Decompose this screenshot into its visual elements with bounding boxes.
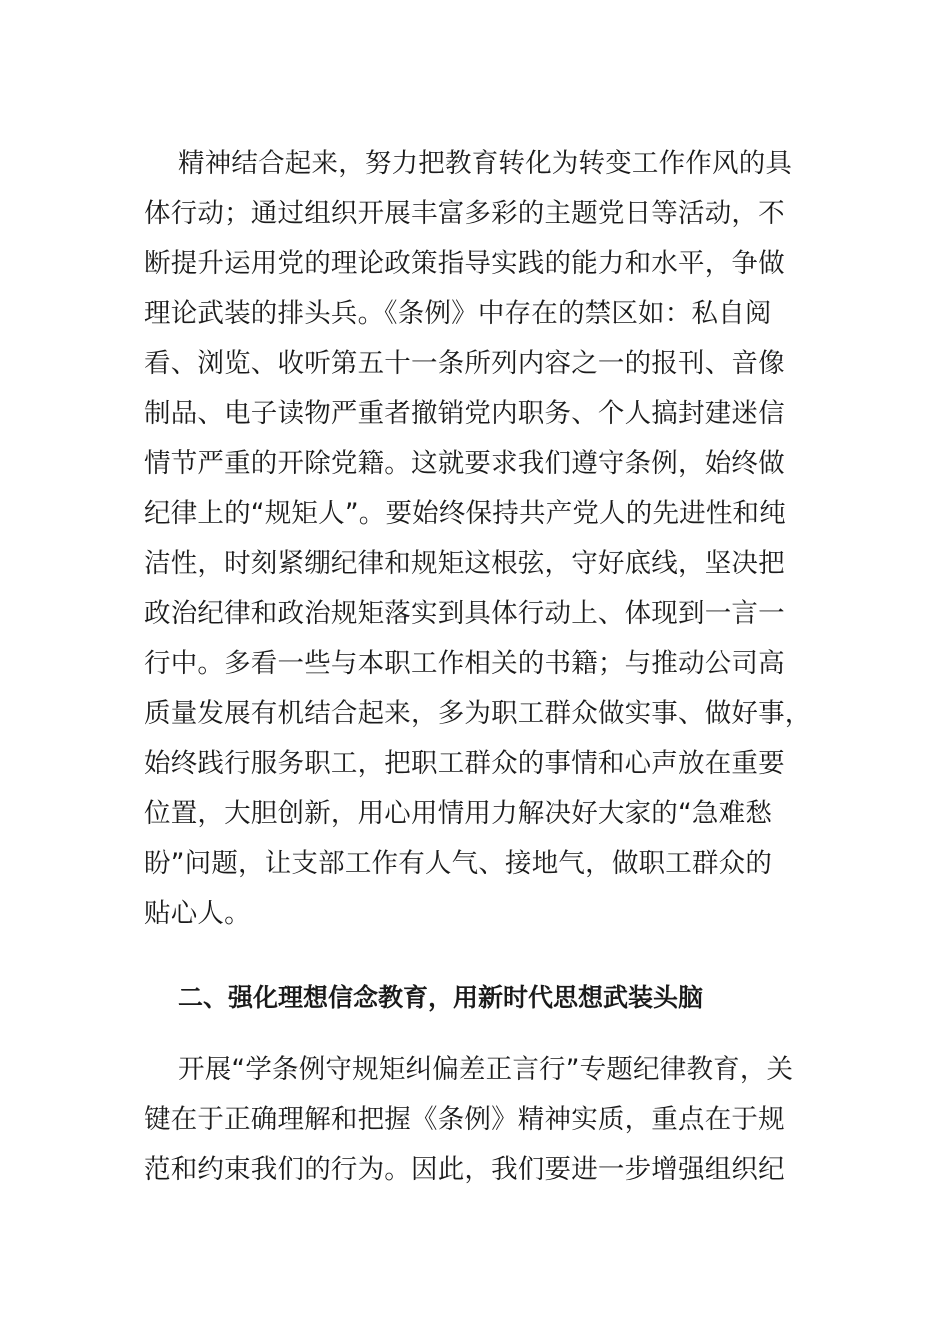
paragraph-line: 制品、电子读物严重者撤销党内职务、个人搞封建迷信 (144, 398, 785, 429)
paragraph-line: 开展“学条例守规矩纠偏差正言行”专题纪律教育，关 (178, 1054, 794, 1085)
paragraph-line: 位置，大胆创新，用心用情用力解决好大家的“急难愁 (144, 798, 773, 829)
paragraph-line: 盼”问题，让支部工作有人气、接地气，做职工群众的 (144, 848, 773, 879)
paragraph-line: 精神结合起来，努力把教育转化为转变工作作风的具 (178, 148, 793, 179)
paragraph-line: 看、浏览、收听第五十一条所列内容之一的报刊、音像 (144, 348, 785, 379)
section-heading: 二、强化理想信念教育，用新时代思想武装头脑 (178, 983, 704, 1012)
paragraph-line: 政治纪律和政治规矩落实到具体行动上、体现到一言一 (144, 598, 785, 629)
paragraph-line: 质量发展有机结合起来，多为职工群众做实事、做好事， (144, 698, 812, 729)
paragraph-line: 键在于正确理解和把握《条例》精神实质，重点在于规 (144, 1104, 785, 1135)
paragraph-line: 行中。多看一些与本职工作相关的书籍；与推动公司高 (144, 648, 785, 679)
paragraph-line: 范和约束我们的行为。因此，我们要进一步增强组织纪 (144, 1154, 785, 1185)
paragraph-line: 洁性，时刻紧绷纪律和规矩这根弦，守好底线，坚决把 (144, 548, 785, 579)
paragraph-line: 断提升运用党的理论政策指导实践的能力和水平，争做 (144, 248, 785, 279)
paragraph-line: 始终践行服务职工，把职工群众的事情和心声放在重要 (144, 748, 785, 779)
paragraph-line: 纪律上的“规矩人”。要始终保持共产党人的先进性和纯 (144, 498, 786, 529)
paragraph-line: 理论武装的排头兵。《条例》中存在的禁区如：私自阅 (144, 298, 772, 329)
paragraph-line: 体行动；通过组织开展丰富多彩的主题党日等活动，不 (144, 198, 785, 229)
paragraph-line: 情节严重的开除党籍。这就要求我们遵守条例，始终做 (144, 448, 785, 479)
paragraph-line: 贴心人。 (144, 898, 251, 929)
